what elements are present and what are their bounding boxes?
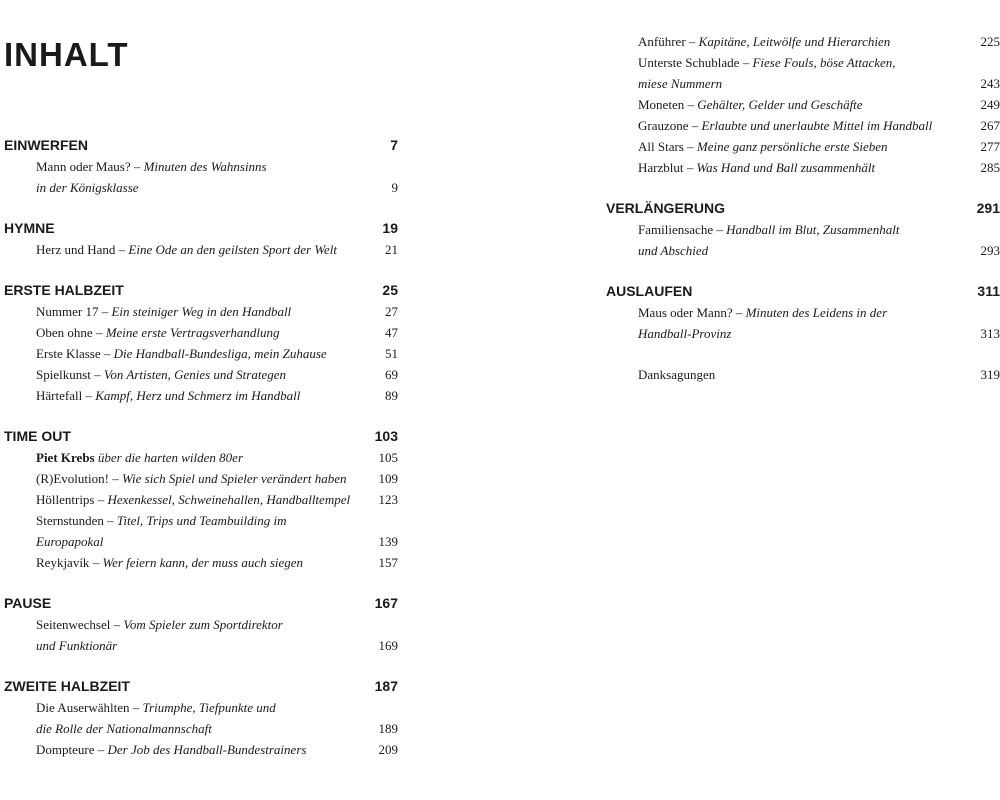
entry-chapter-name: Anführer (638, 34, 686, 49)
section-title: EINWERFEN (4, 137, 88, 153)
entry-subtitle: Kapitäne, Leitwölfe und Hierarchien (698, 34, 891, 49)
entry-text (36, 156, 392, 198)
entry-separator: – (732, 305, 746, 320)
entry-text (36, 239, 385, 260)
section-page: 167 (374, 595, 398, 611)
entry-separator: – (108, 471, 122, 486)
entry-chapter-name: Harzblut (638, 160, 684, 175)
entry-subtitle: Vom Spieler zum Sportdirektor (123, 617, 283, 632)
entry-first-line (638, 136, 969, 157)
entry-separator: – (82, 388, 96, 403)
entry-subtitle: Fiese Fouls, böse Attacken, (752, 55, 896, 70)
entry-text (638, 94, 981, 115)
entry-separator: – (98, 304, 112, 319)
entry-subtitle-continued: die Rolle der Nationalmannschaft (36, 721, 212, 736)
toc-entry (4, 156, 398, 198)
toc-entry (4, 343, 398, 364)
entry-separator: – (688, 118, 702, 133)
entry-page-number: 51 (385, 346, 398, 361)
entry-page-number: 249 (980, 97, 1000, 112)
toc-entry (4, 447, 398, 468)
entry-text (36, 447, 379, 468)
entry-first-line (638, 52, 969, 73)
entry-first-line (36, 489, 367, 510)
entry-separator: – (684, 97, 698, 112)
toc-entry (4, 739, 398, 760)
entry-text (36, 301, 385, 322)
entry-subtitle-continued: Europapokal (36, 534, 104, 549)
entry-page-number: 89 (385, 388, 398, 403)
entry-subtitle: Titel, Trips und Teambuilding im (116, 513, 287, 528)
page-title: INHALT (4, 36, 129, 73)
toc-entry (606, 31, 1000, 52)
toc-entry (606, 94, 1000, 115)
section-heading (606, 198, 1000, 219)
entry-chapter-name: Dompteure (36, 742, 95, 757)
entry-page-number: 69 (385, 367, 398, 382)
section-heading (4, 135, 398, 156)
section-page: 7 (390, 137, 398, 153)
toc-entry (4, 614, 398, 656)
entry-subtitle: Wer feiern kann, der muss auch siegen (102, 555, 304, 570)
toc-entry (606, 115, 1000, 136)
entry-page-number: 109 (378, 471, 398, 486)
entry-separator: – (100, 346, 114, 361)
entry-separator: – (683, 160, 697, 175)
entry-separator: – (130, 159, 144, 174)
entry-chapter-name: Danksagungen (638, 367, 716, 382)
section-heading (4, 280, 398, 301)
section-title: ERSTE HALBZEIT (4, 282, 124, 298)
entry-text (36, 468, 379, 489)
entry-chapter-name: Herz und Hand (36, 242, 116, 257)
toc-entry (606, 219, 1000, 261)
entry-subtitle: Minuten des Wahnsinns (143, 159, 267, 174)
entry-first-line (638, 364, 969, 385)
entry-page-number: 267 (980, 118, 1000, 133)
entry-text (36, 364, 385, 385)
toc-entry (4, 489, 398, 510)
entry-chapter-name: Grauzone (638, 118, 689, 133)
entry-subtitle: Ein steiniger Weg in den Handball (111, 304, 292, 319)
entry-text (638, 302, 981, 344)
entry-first-line (638, 219, 969, 240)
toc-entry (606, 302, 1000, 344)
entry-first-line (36, 322, 373, 343)
section-page: 187 (374, 678, 398, 694)
toc-section (606, 198, 1000, 261)
entry-subtitle: Gehälter, Gelder und Geschäfte (697, 97, 863, 112)
entry-separator: – (110, 617, 124, 632)
entry-page-number: 285 (980, 160, 1000, 175)
entry-text (36, 343, 385, 364)
entry-first-line (36, 614, 367, 635)
toc-section (4, 280, 398, 406)
entry-text (36, 489, 379, 510)
entry-separator: – (739, 55, 753, 70)
toc-entry (606, 157, 1000, 178)
toc-section (4, 218, 398, 260)
entry-first-line (36, 739, 367, 760)
toc-section (4, 426, 398, 573)
entry-text (36, 614, 379, 656)
entry-page-number: 277 (980, 139, 1000, 154)
toc-entry (4, 322, 398, 343)
section-page: 291 (976, 200, 1000, 216)
section-heading (4, 426, 398, 447)
entry-first-line (36, 343, 373, 364)
section-title: TIME OUT (4, 428, 71, 444)
entry-subtitle-continued: Handball-Provinz (638, 326, 732, 341)
entry-separator: – (89, 555, 103, 570)
entry-separator: – (115, 242, 129, 257)
entry-separator: – (92, 325, 106, 340)
entry-chapter-name: Die Auserwählten (36, 700, 130, 715)
entry-separator: – (103, 513, 117, 528)
entry-text (638, 136, 981, 157)
entry-chapter-name: Unterste Schublade (638, 55, 740, 70)
entry-separator: – (90, 367, 104, 382)
section-heading (4, 676, 398, 697)
entry-chapter-name: Mann oder Maus? (36, 159, 131, 174)
section-page: 311 (977, 283, 1000, 299)
toc-entry (4, 468, 398, 489)
toc-entry (606, 364, 1000, 385)
toc-left-column (4, 135, 398, 780)
entry-subtitle: Meine ganz persönliche erste Sieben (696, 139, 888, 154)
entry-subtitle: Handball im Blut, Zusammenhalt (726, 222, 900, 237)
entry-chapter-name: Erste Klasse (36, 346, 101, 361)
section-page: 19 (382, 220, 398, 236)
toc-entry (606, 52, 1000, 94)
entry-text (36, 322, 385, 343)
entry-first-line (36, 552, 367, 573)
toc-entry (4, 552, 398, 573)
entry-page-number: 105 (378, 450, 398, 465)
entry-subtitle-continued: und Abschied (638, 243, 709, 258)
entry-first-line (36, 156, 380, 177)
entry-chapter-name: Oben ohne (36, 325, 93, 340)
entry-page-number: 225 (980, 34, 1000, 49)
entry-first-line (638, 115, 969, 136)
entry-subtitle: über die harten wilden 80er (97, 450, 244, 465)
entry-page-number: 313 (980, 326, 1000, 341)
entry-separator: – (94, 492, 108, 507)
toc-entry (4, 385, 398, 406)
entry-subtitle: Minuten des Leidens in der (745, 305, 888, 320)
section-title: PAUSE (4, 595, 52, 611)
entry-chapter-name: Piet Krebs (36, 450, 95, 465)
entry-first-line (638, 157, 969, 178)
entry-first-line (36, 301, 373, 322)
entry-subtitle: Triumphe, Tiefpunkte und (142, 700, 276, 715)
entry-page-number: 209 (378, 742, 398, 757)
entry-chapter-name: (R)Evolution! (36, 471, 109, 486)
section-heading (4, 593, 398, 614)
entry-text (36, 385, 385, 406)
entry-chapter-name: Höllentrips (36, 492, 95, 507)
entry-chapter-name: Maus oder Mann? (638, 305, 733, 320)
entry-page-number: 157 (378, 555, 398, 570)
section-title: ZWEITE HALBZEIT (4, 678, 130, 694)
entry-chapter-name: All Stars (638, 139, 684, 154)
toc-section (4, 593, 398, 656)
section-heading (606, 281, 1000, 302)
entry-subtitle: Die Handball-Bundesliga, mein Zuhause (113, 346, 327, 361)
entry-text (36, 697, 379, 739)
toc-section (606, 364, 1000, 385)
entry-chapter-name: Härtefall (36, 388, 83, 403)
section-title: AUSLAUFEN (606, 283, 693, 299)
toc-entry (4, 697, 398, 739)
entry-subtitle-continued: und Funktionär (36, 638, 118, 653)
entry-page-number: 21 (385, 242, 398, 257)
toc-section (606, 281, 1000, 344)
entry-chapter-name: Sternstunden (36, 513, 104, 528)
toc-entry (4, 364, 398, 385)
entry-first-line (638, 94, 969, 115)
entry-page-number: 9 (391, 180, 398, 195)
entry-text (638, 115, 981, 136)
entry-page-number: 189 (378, 721, 398, 736)
entry-chapter-name: Spielkunst (36, 367, 91, 382)
section-page: 25 (382, 282, 398, 298)
entry-first-line (36, 385, 373, 406)
entry-subtitle: Meine erste Vertragsverhandlung (105, 325, 280, 340)
toc-section (4, 135, 398, 198)
toc-entry (4, 239, 398, 260)
entry-chapter-name: Seitenwechsel (36, 617, 111, 632)
entry-page-number: 27 (385, 304, 398, 319)
entry-page-number: 139 (378, 534, 398, 549)
entry-first-line (36, 468, 367, 489)
entry-subtitle: Erlaubte und unerlaubte Mittel im Handball (701, 118, 933, 133)
entry-first-line (638, 31, 969, 52)
entry-chapter-name: Nummer 17 (36, 304, 99, 319)
entry-subtitle: Was Hand und Ball zusammenhält (696, 160, 876, 175)
entry-page-number: 169 (378, 638, 398, 653)
entry-chapter-name: Moneten (638, 97, 685, 112)
entry-subtitle: Eine Ode an den geilsten Sport der Welt (128, 242, 337, 257)
toc-entry (4, 510, 398, 552)
entry-first-line (36, 239, 373, 260)
entry-separator: – (129, 700, 143, 715)
entry-subtitle-continued: miese Nummern (638, 76, 723, 91)
toc-entry (606, 136, 1000, 157)
entry-text (638, 219, 981, 261)
entry-chapter-name: Reykjavík (36, 555, 90, 570)
entry-page-number: 293 (980, 243, 1000, 258)
entry-text (36, 739, 379, 760)
toc-entry (4, 301, 398, 322)
entry-separator: – (685, 34, 699, 49)
entry-first-line (36, 447, 367, 468)
entry-subtitle: Hexenkessel, Schweinehallen, Handballtempel (107, 492, 351, 507)
entry-text (638, 364, 981, 385)
entry-separator: – (713, 222, 727, 237)
entry-subtitle: Von Artisten, Genies und Strategen (103, 367, 287, 382)
entry-page-number: 319 (980, 367, 1000, 382)
entry-text (36, 552, 379, 573)
entry-chapter-name: Familiensache (638, 222, 714, 237)
section-title: VERLÄNGERUNG (606, 200, 726, 216)
section-page: 103 (374, 428, 398, 444)
toc-section (606, 31, 1000, 178)
entry-first-line (36, 697, 367, 718)
entry-first-line (638, 302, 969, 323)
entry-page-number: 123 (378, 492, 398, 507)
entry-first-line (36, 510, 367, 531)
entry-first-line (36, 364, 373, 385)
toc-right-column (606, 31, 1000, 405)
entry-text (638, 157, 981, 178)
entry-separator: – (683, 139, 697, 154)
entry-subtitle: Kampf, Herz und Schmerz im Handball (95, 388, 301, 403)
entry-text (36, 510, 379, 552)
entry-page-number: 243 (980, 76, 1000, 91)
entry-subtitle: Wie sich Spiel und Spieler verändert haben (121, 471, 347, 486)
section-title: HYMNE (4, 220, 55, 236)
section-heading (4, 218, 398, 239)
entry-separator: – (94, 742, 108, 757)
toc-section (4, 676, 398, 760)
entry-text (638, 52, 981, 94)
entry-page-number: 47 (385, 325, 398, 340)
entry-subtitle: Der Job des Handball-Bundestrainers (107, 742, 307, 757)
entry-text (638, 31, 981, 52)
entry-subtitle-continued: in der Königsklasse (36, 180, 139, 195)
